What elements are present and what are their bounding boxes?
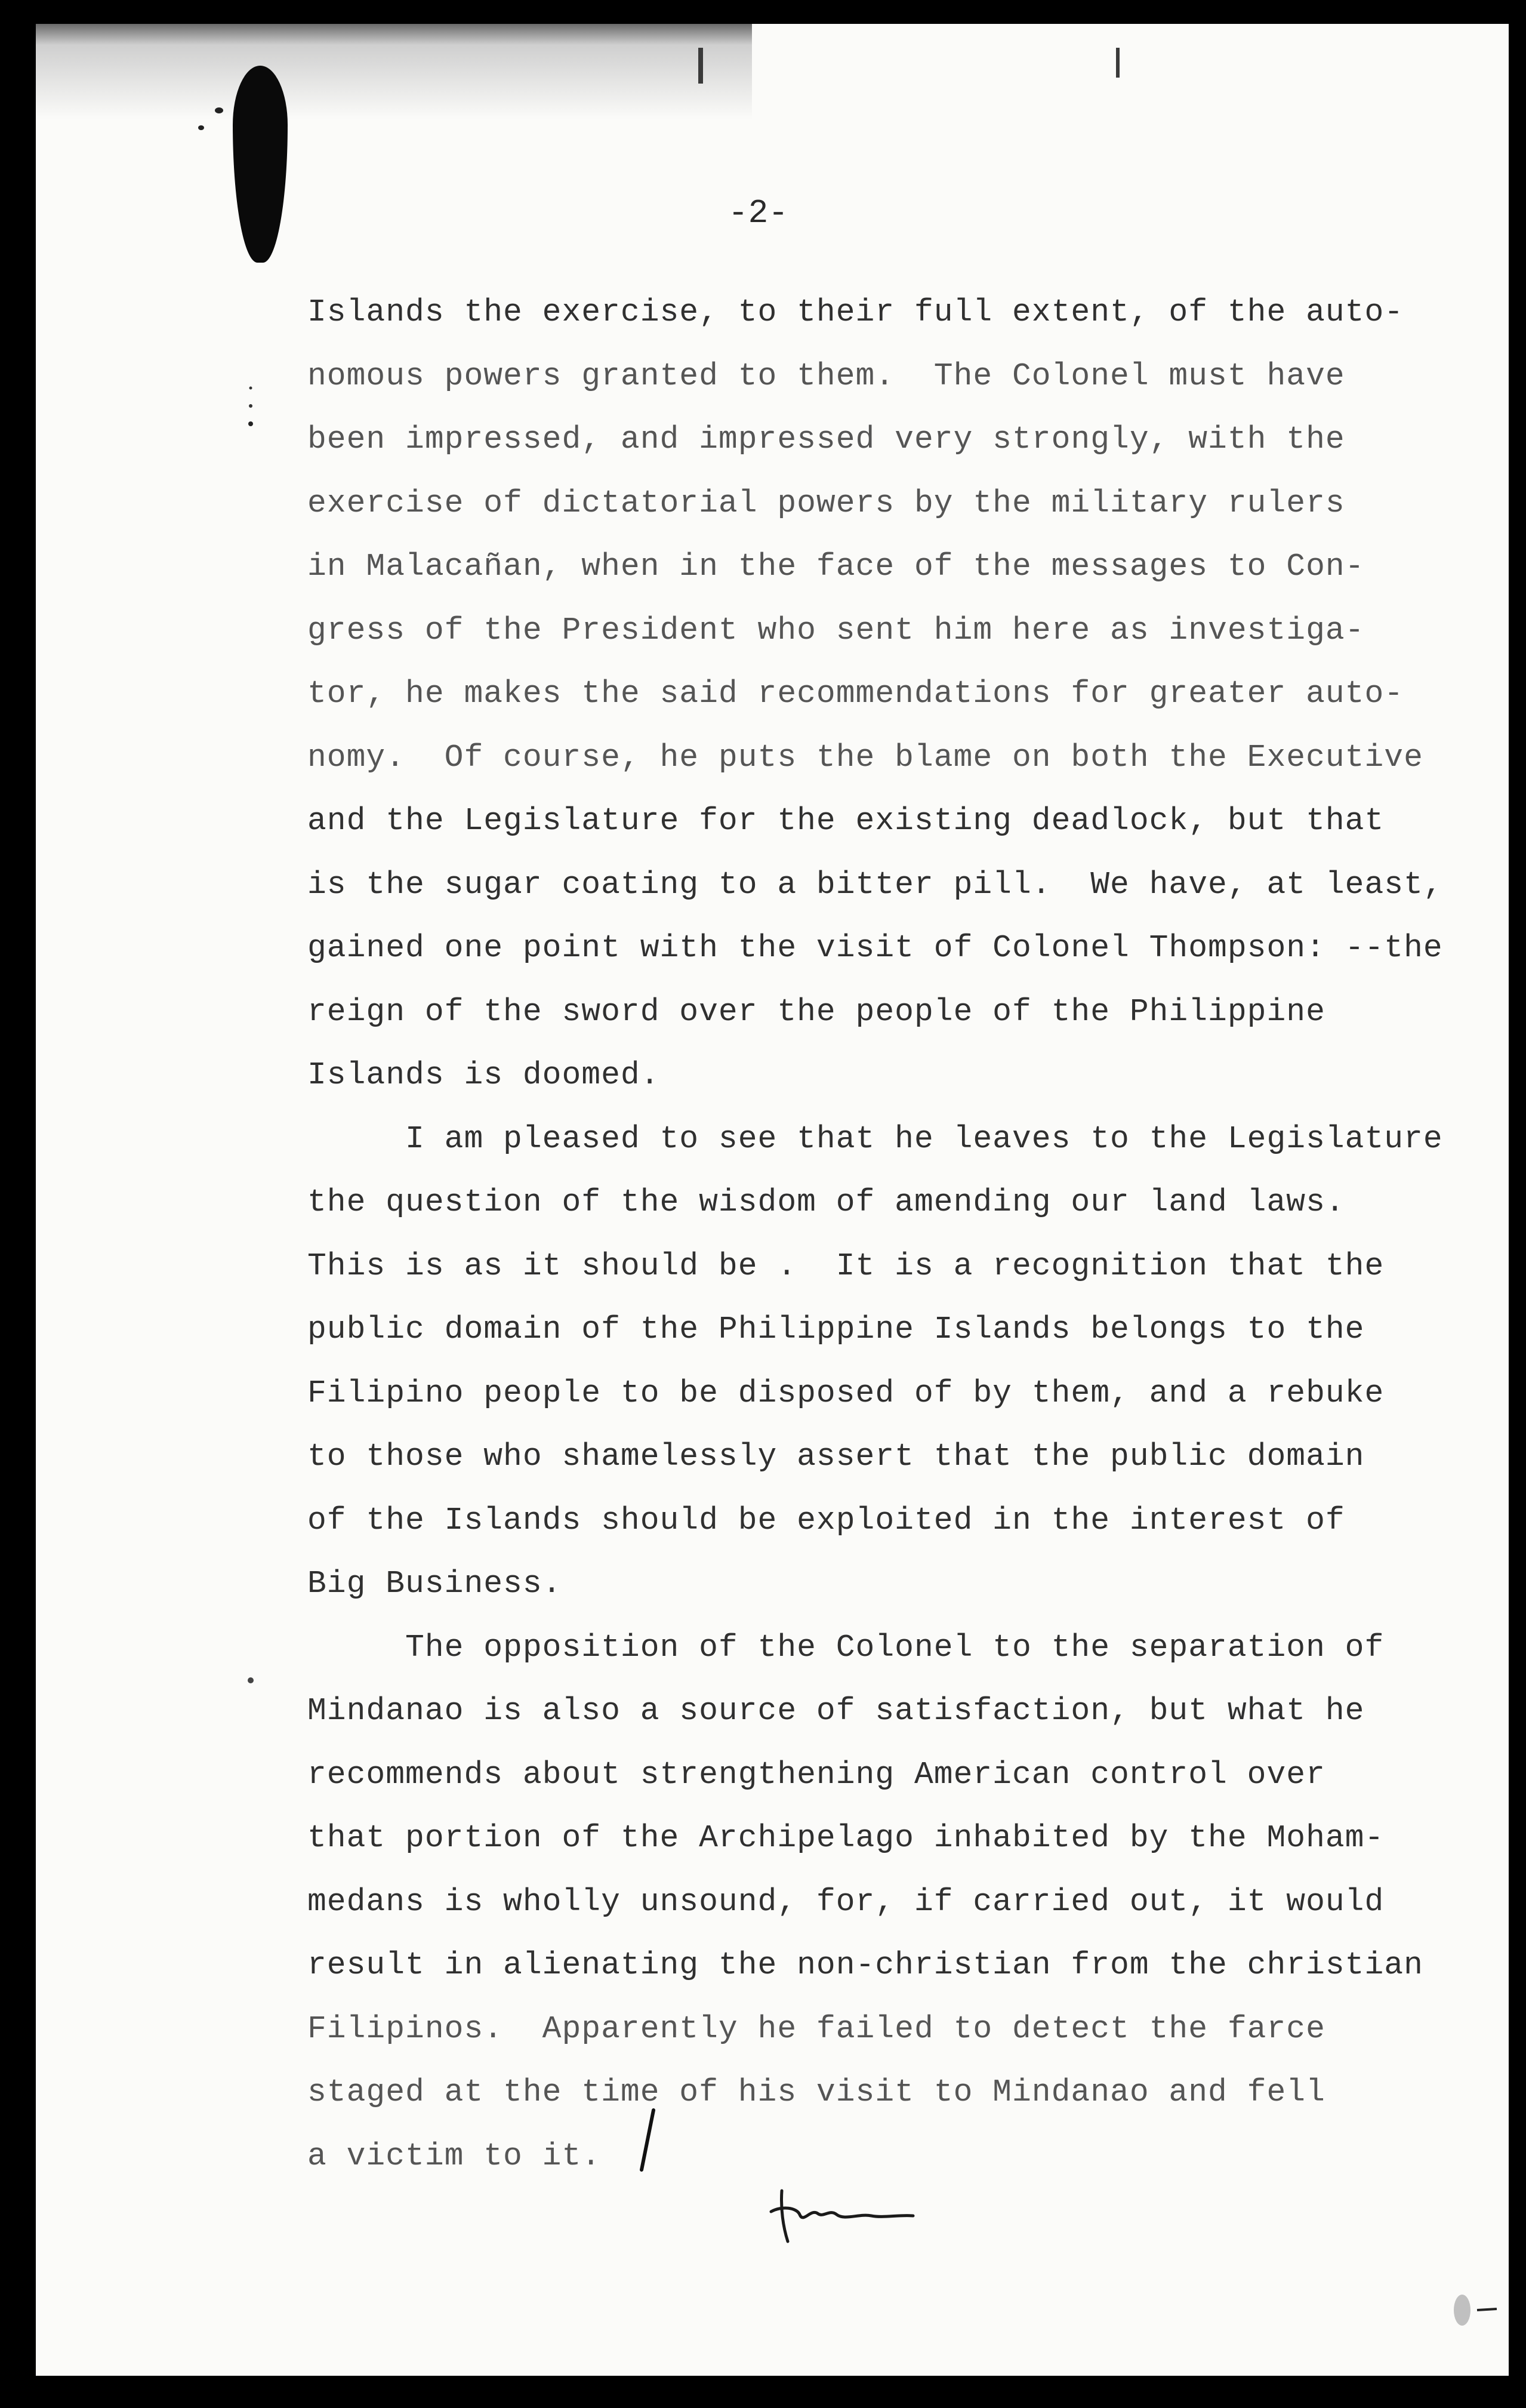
paragraph	[307, 1616, 1441, 2188]
paragraph	[307, 281, 1441, 1107]
scan-speck	[215, 107, 223, 113]
text-line: nomy. Of course, he puts the blame on both the Executive	[307, 739, 1423, 775]
text-line: is the sugar coating to a bitter pill. We have, at least,	[307, 866, 1443, 903]
margin-mark	[245, 1671, 257, 1689]
paragraph	[307, 1107, 1441, 1616]
text-line: of the Islands should be exploited in the interest of	[307, 1502, 1345, 1538]
text-line: The opposition of the Colonel to the separation of	[307, 1629, 1385, 1665]
handwritten-initials	[764, 2179, 919, 2244]
punch-hole	[233, 66, 288, 263]
text-line: exercise of dictatorial powers by the military rulers	[307, 485, 1345, 521]
text-line: Big Business.	[307, 1566, 562, 1602]
text-line: Mindanao is also a source of satisfaction, but what he	[307, 1693, 1365, 1729]
margin-marks	[245, 382, 257, 430]
text-line: been impressed, and impressed very strongly, with the	[307, 421, 1345, 457]
text-line: that portion of the Archipelago inhabited by the Moham-	[307, 1820, 1385, 1856]
text-line: Islands the exercise, to their full extent, of the auto-	[307, 294, 1404, 330]
text-line: nomous powers granted to them. The Colonel must have	[307, 358, 1345, 394]
text-line: I am pleased to see that he leaves to the Legislature	[307, 1120, 1443, 1157]
text-line: tor, he makes the said recommendations for greater auto-	[307, 676, 1404, 712]
pen-mark	[636, 2107, 659, 2173]
text-line: to those who shamelessly assert that the public domain	[307, 1439, 1365, 1474]
text-line: Filipino people to be disposed of by them, and a rebuke	[307, 1375, 1385, 1411]
text-line: Filipinos. Apparently he failed to detect the farce	[307, 2010, 1325, 2047]
text-line: medans is wholly unsound, for, if carried out, it would	[307, 1883, 1385, 1920]
text-line: and the Legislature for the existing deadlock, but that	[307, 803, 1385, 839]
text-line: This is as it should be . It is a recognition that the	[307, 1248, 1385, 1284]
scan-artifact-mark	[698, 48, 703, 84]
scan-smudge	[1444, 2286, 1498, 2334]
scan-shadow	[36, 24, 752, 119]
text-line: result in alienating the non-christian from the christian	[307, 1947, 1423, 1983]
document-page	[36, 24, 1509, 2376]
text-line: the question of the wisdom of amending our land laws.	[307, 1184, 1345, 1220]
scan-artifact-mark	[1116, 48, 1120, 78]
text-line: recommends about strengthening American control over	[307, 1756, 1325, 1793]
text-line: gress of the President who sent him here as investiga-	[307, 612, 1365, 648]
text-line: public domain of the Philippine Islands belongs to the	[307, 1311, 1365, 1347]
text-line: reign of the sword over the people of the Philippine	[307, 993, 1325, 1030]
text-line: Islands is doomed.	[307, 1057, 660, 1093]
page-number: -2-	[728, 194, 788, 232]
text-line: in Malacañan, when in the face of the messages to Con-	[307, 549, 1365, 584]
letter-body	[307, 281, 1441, 2188]
text-line: a victim to it.	[307, 2138, 602, 2174]
text-line: staged at the time of his visit to Mindanao and fell	[307, 2074, 1325, 2110]
text-line: gained one point with the visit of Colonel Thompson: --the	[307, 930, 1443, 966]
scan-speck	[198, 125, 204, 130]
